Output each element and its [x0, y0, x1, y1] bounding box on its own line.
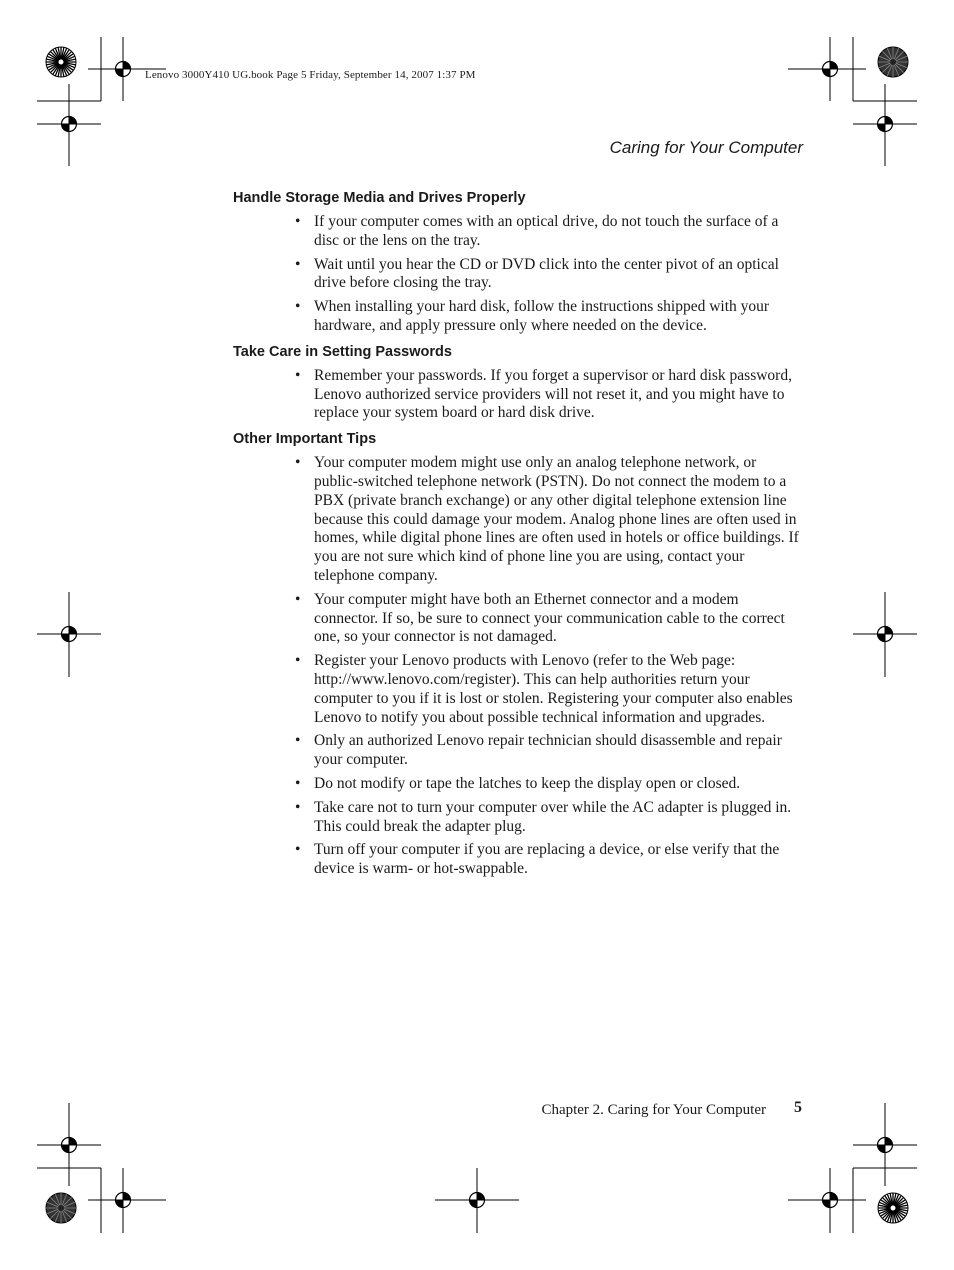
list-item [295, 255, 805, 294]
list-item [295, 454, 805, 586]
page-number: 5 [794, 1099, 802, 1116]
bullet-icon: • [295, 652, 301, 670]
registration-mark-icon [816, 55, 844, 83]
list-item [295, 298, 805, 336]
list-item [295, 798, 805, 837]
bullet-icon: • [295, 774, 301, 792]
list-item-text: Turn off your computer if you are replacing a device, or else verify that the device is warm- or hot-swappable. [314, 841, 780, 878]
bullet-icon: • [295, 366, 301, 384]
registration-mark-icon [816, 1186, 844, 1214]
bullet-icon: • [295, 841, 301, 859]
bullet-list [233, 367, 805, 423]
bullet-list [233, 213, 805, 336]
list-item-text: Take care not to turn your computer over while the AC adapter is plugged in. This could break the adapter plug. [314, 798, 792, 835]
registration-mark-icon [871, 1131, 899, 1159]
section-heading: Handle Storage Media and Drives Properly [233, 190, 526, 206]
section-heading: Other Important Tips [233, 431, 377, 448]
registration-mark-icon [109, 55, 137, 83]
running-head: Caring for Your Computer [609, 138, 803, 157]
bullet-icon: • [295, 298, 301, 316]
list-item [295, 732, 805, 770]
list-item [295, 652, 805, 727]
list-item [295, 774, 805, 794]
page-footer [541, 1101, 802, 1119]
star-target-icon [46, 47, 76, 77]
registration-mark-icon [109, 1186, 137, 1214]
page-content [233, 189, 805, 886]
section-heading: Take Care in Setting Passwords [233, 343, 452, 360]
registration-mark-icon [55, 110, 83, 138]
bullet-icon: • [295, 798, 301, 816]
list-item-text: If your computer comes with an optical drive, do not touch the surface of a disc or the lens on the tray. [314, 213, 779, 249]
section-storage-media [233, 189, 805, 336]
bullet-icon: • [295, 213, 301, 230]
bullet-list [233, 454, 805, 879]
bullet-icon: • [295, 590, 301, 608]
bullet-icon: • [295, 255, 301, 273]
registration-mark-icon [871, 620, 899, 648]
list-item-text: Your computer modem might use only an analog telephone network, or public-switched telephone network (PSTN). Do not connect the modem to a PBX (private branch exchange) or any other digital telephone extension line because this could damage your modem. Analog phone lines are often used in homes, while digital phone lines are often used in hotels or office buildings. If you are not sure which kind of phone line you are using, contact your telephone company. [314, 454, 799, 584]
list-item-text: Do not modify or tape the latches to keep the display open or closed. [314, 774, 741, 792]
footer-chapter-title: Chapter 2. Caring for Your Computer [541, 1102, 766, 1118]
list-item-text: Only an authorized Lenovo repair technician should disassemble and repair your computer. [314, 732, 782, 769]
section-other-tips [233, 430, 805, 879]
slug-line: Lenovo 3000Y410 UG.book Page 5 Friday, September 14, 2007 1:37 PM [145, 69, 476, 81]
list-item [295, 841, 805, 879]
registration-mark-icon [463, 1186, 491, 1214]
list-item-text: Remember your passwords. If you forget a supervisor or hard disk password, Lenovo authorized service providers will not reset it, and you might have to replace your system board or hard disk drive. [314, 366, 792, 422]
registration-mark-icon [55, 1131, 83, 1159]
bullet-icon: • [295, 732, 301, 750]
list-item-text: Register your Lenovo products with Lenovo (refer to the Web page: http://www.lenovo.com/register). This can help authorities return your computer to you if it is lost or stolen. Registering your computer also enables Lenovo to notify you about possible technical information and upgrades. [314, 652, 793, 726]
star-target-icon [46, 1193, 76, 1223]
list-item [295, 590, 805, 647]
star-target-icon [878, 1193, 908, 1223]
list-item-text: Your computer might have both an Ethernet connector and a modem connector. If so, be sure to connect your communication cable to the correct one, so your connector is not damaged. [314, 590, 785, 646]
star-target-icon [878, 47, 908, 77]
section-passwords [233, 343, 805, 423]
list-item-text: Wait until you hear the CD or DVD click into the center pivot of an optical drive before closing the tray. [314, 255, 779, 292]
registration-mark-icon [55, 620, 83, 648]
list-item [295, 213, 805, 251]
registration-mark-icon [871, 110, 899, 138]
bullet-icon: • [295, 454, 301, 472]
list-item [295, 366, 805, 423]
list-item-text: When installing your hard disk, follow the instructions shipped with your hardware, and apply pressure only where needed on the device. [314, 298, 770, 334]
